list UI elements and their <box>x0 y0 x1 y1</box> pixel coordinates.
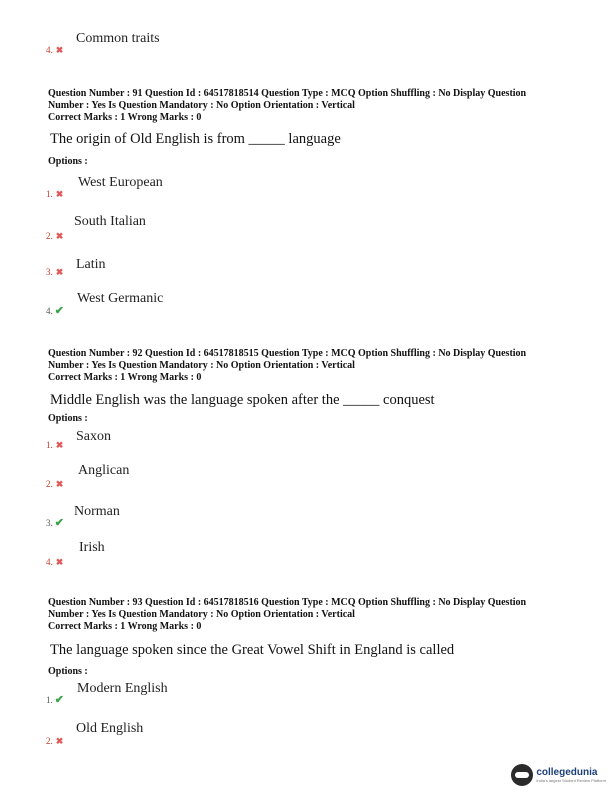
option-text: Irish <box>79 540 105 555</box>
option-text: Saxon <box>76 429 111 444</box>
option-row <box>46 262 63 280</box>
logo-text <box>536 767 606 783</box>
option-number: 3. <box>46 267 53 277</box>
option-text: West European <box>78 175 163 190</box>
cross-icon: ✖ <box>55 557 64 567</box>
option-number: 1. <box>46 189 53 199</box>
option-text: Norman <box>74 504 120 519</box>
mascot-icon <box>511 764 533 786</box>
option-number: 4. <box>46 45 53 55</box>
cross-icon: ✖ <box>55 45 64 55</box>
marks-line: Correct Marks : 1 Wrong Marks : 0 <box>48 112 202 123</box>
option-text: South Italian <box>74 214 146 229</box>
logo-name: collegedunia <box>536 767 598 778</box>
cross-icon: ✖ <box>55 189 64 199</box>
option-text: Common traits <box>76 31 160 46</box>
cross-icon: ✖ <box>55 231 64 241</box>
option-number: 2. <box>46 479 53 489</box>
option-text: Modern English <box>77 681 168 696</box>
option-row <box>46 474 63 492</box>
option-number: 4. <box>46 306 53 316</box>
option-text: Anglican <box>78 463 130 478</box>
option-row <box>46 435 63 453</box>
option-row <box>46 184 63 202</box>
question-text: The origin of Old English is from _____ language <box>50 131 341 147</box>
options-label: Options : <box>48 666 88 677</box>
header-line: Question Number : 91 Question Id : 64517818514 Question Type : MCQ Option Shuffling : No Display Question <box>48 88 527 99</box>
check-icon: ✔ <box>54 517 64 529</box>
options-label: Options : <box>48 413 88 424</box>
question-text: The language spoken since the Great Vowel Shift in England is called <box>50 642 455 658</box>
cross-icon: ✖ <box>55 440 64 450</box>
marks-line: Correct Marks : 1 Wrong Marks : 0 <box>48 621 202 632</box>
check-icon: ✔ <box>54 694 64 706</box>
option-text: Old English <box>76 721 144 736</box>
option-row <box>46 731 63 749</box>
header-line: Question Number : 93 Question Id : 64517818516 Question Type : MCQ Option Shuffling : No Display Question <box>48 597 527 608</box>
option-number: 2. <box>46 231 53 241</box>
logo-tagline: India's largest Student Review Platform <box>536 778 606 783</box>
option-number: 2. <box>46 736 53 746</box>
option-number: 1. <box>46 695 53 705</box>
options-label: Options : <box>48 156 88 167</box>
option-row <box>46 552 63 570</box>
question-text: Middle English was the language spoken after the _____ conquest <box>50 392 435 408</box>
marks-line: Correct Marks : 1 Wrong Marks : 0 <box>48 372 202 383</box>
option-number: 4. <box>46 557 53 567</box>
option-row <box>46 226 63 244</box>
option-row <box>46 690 64 708</box>
option-row <box>46 40 63 58</box>
option-text: West Germanic <box>77 291 164 306</box>
option-number: 1. <box>46 440 53 450</box>
header-line: Question Number : 92 Question Id : 64517818515 Question Type : MCQ Option Shuffling : No Display Question <box>48 348 527 359</box>
cross-icon: ✖ <box>55 479 64 489</box>
cross-icon: ✖ <box>55 736 64 746</box>
header-line: Number : Yes Is Question Mandatory : No Option Orientation : Vertical <box>48 360 355 371</box>
question-header <box>48 348 568 384</box>
check-icon: ✔ <box>54 305 64 317</box>
header-line: Number : Yes Is Question Mandatory : No Option Orientation : Vertical <box>48 100 355 111</box>
question-header <box>48 597 568 633</box>
header-line: Number : Yes Is Question Mandatory : No Option Orientation : Vertical <box>48 609 355 620</box>
option-number: 3. <box>46 518 53 528</box>
option-text: Latin <box>76 257 106 272</box>
option-row <box>46 513 64 531</box>
collegedunia-logo <box>511 764 606 786</box>
question-header <box>48 88 568 124</box>
cross-icon: ✖ <box>55 267 64 277</box>
option-row <box>46 301 64 319</box>
